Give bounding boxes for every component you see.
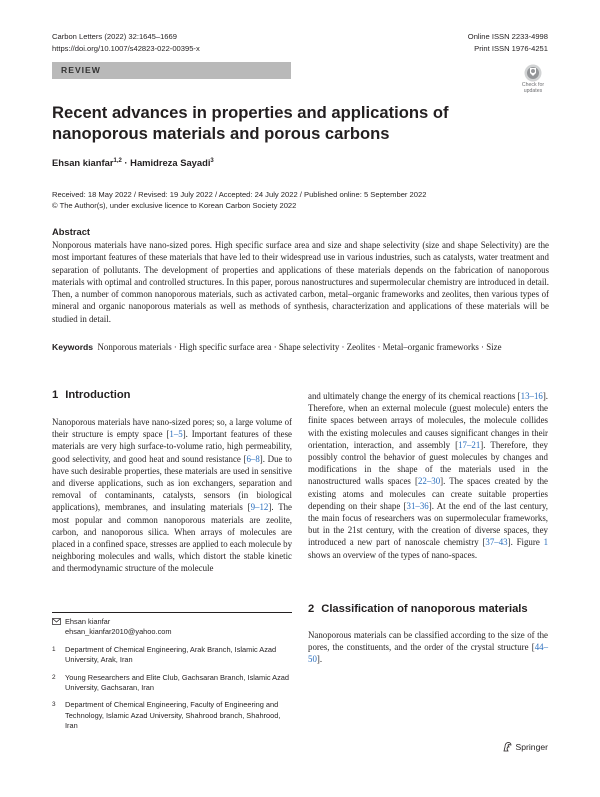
- body-text-run: ]. Therefore, when an external molecule (guest molecule) enters the finite spaces between arrays of molecules, the molecule collides with the existing molecules and causes significant changes in their orientation, interaction, and assembly [: [308, 391, 548, 450]
- article-title: Recent advances in properties and applications of nanoporous materials and porous carbons: [52, 103, 449, 143]
- doi-link[interactable]: https://doi.org/10.1007/s42823-022-00395-x: [52, 43, 200, 53]
- affiliation-text: Department of Chemical Engineering, Arak Branch, Islamic Azad University, Arak, Iran: [65, 644, 277, 665]
- body-text-run: ]. At the end of the last century, the main focus of researchers was on supermolecular frameworks, but in the 21st century, with the creation of diverse spaces, they introduced a new part of nanoscale chemistry [: [308, 500, 548, 548]
- article-type-bar: [52, 62, 291, 79]
- citation-link[interactable]: 1: [543, 537, 548, 548]
- section-number: 2: [308, 603, 315, 615]
- body-text-classification: [308, 629, 548, 666]
- running-header-left: [52, 31, 200, 54]
- body-text-run: ]. Important features of these materials are very high surface-to-volume ratio, high permeability, good selectivity, and good heat and sound resistance [: [52, 429, 292, 464]
- section-number: 1: [52, 389, 59, 401]
- author-name[interactable]: Hamidreza Sayadi: [130, 157, 211, 168]
- keywords-block: [52, 341, 549, 353]
- issn-online: Online ISSN 2233-4998: [467, 32, 548, 41]
- affiliation-note: [52, 700, 292, 731]
- citation-link[interactable]: 31–36: [406, 500, 429, 511]
- citation-link[interactable]: 13–16: [520, 391, 543, 401]
- abstract-text: Nonporous materials have nano-sized pores. High specific surface area and size and shape selectivity (size and shape Selectivity) are the most important features of these materials that have led to their widespread use in various industries, such as catalysts, water treatment and separation of pollutants. The development of properties and applications of these materials depends on the fabrication of nanoporous materials with optimal and controlled structures. In this paper, porous nanostructures and supermolecular chemistry are introduced in detail. Then, a number of common nanoporous materials, such as activated carbon, metal–organic frameworks and zeolites, then various types of mineral and organic nanoporous materials as well as methods of synthesis, characterization and applications of these materials will be studied in detail.: [52, 240, 549, 324]
- affiliation-note: [52, 645, 292, 666]
- corresponding-author: [52, 617, 292, 638]
- author-affiliation-marker: 3: [210, 157, 214, 164]
- contact-email[interactable]: ehsan_kianfar2010@yahoo.com: [65, 627, 172, 637]
- section-title: Classification of nanoporous materials: [321, 603, 528, 615]
- citation-link[interactable]: 1–5: [169, 429, 183, 440]
- author-name[interactable]: Ehsan kianfar: [52, 157, 114, 168]
- body-text-column-right: [308, 390, 548, 561]
- citation-link[interactable]: 44–50: [308, 642, 548, 665]
- affiliation-number: 3: [52, 701, 56, 709]
- crossmark-icon: [517, 64, 549, 82]
- citation-link[interactable]: 9–12: [250, 502, 269, 513]
- body-text-run: ]. Therefore, they possibly control the behavior of guest molecules by changes and modifications in the shape of the materials used in the nanostructured walls spaces [: [308, 439, 548, 487]
- running-header-right: [468, 31, 548, 54]
- section-title: Introduction: [65, 389, 131, 401]
- affiliation-text: Department of Chemical Engineering, Faculty of Engineering and Technology, Islamic Azad University, Shahrood branch, Shahrood, Iran: [65, 700, 281, 731]
- keywords-label: Keywords: [52, 342, 94, 352]
- issn-print: Print ISSN 1976-4251: [474, 43, 548, 53]
- keywords-text: Nonporous materials · High specific surface area · Shape selectivity · Zeolites · Metal–organic frameworks · Size: [97, 342, 502, 352]
- publication-history: [52, 189, 426, 212]
- article-type-label: REVIEW: [61, 65, 101, 75]
- check-for-updates-badge[interactable]: [517, 64, 549, 98]
- citation-link[interactable]: 37–43: [485, 537, 508, 548]
- body-text-run: ]. Due to have such desirable properties, these materials are used in sensitive and diverse applications, such as ion exchangers, separation and removal of contaminants, catalysts, sensors (in biological applications), membranes, and insulating materials [: [52, 453, 292, 513]
- author-list: [52, 157, 214, 168]
- body-text-run: and ultimately change the energy of its chemical reactions [: [308, 391, 521, 401]
- affiliation-text: Young Researchers and Elite Club, Gachsaran Branch, Islamic Azad University, Gachsaran, Iran: [65, 672, 290, 693]
- affiliation-number: 1: [52, 645, 56, 653]
- body-text-run: Nanoporous materials can be classified according to the size of the pores, the constituents, and the order of the crystal structure [: [308, 630, 548, 653]
- section-heading-classification: [308, 603, 528, 615]
- publisher-name: Springer: [515, 741, 548, 752]
- body-text-run: Nanoporous materials have nano-sized pores; so, a large volume of their structure is empty space [: [52, 417, 292, 440]
- citation-link[interactable]: 22–30: [417, 476, 441, 487]
- body-text-run: ]. The spaces created by the existing atoms and molecules can create suitable properties depending on their shape [: [308, 476, 548, 511]
- crossmark-label: Check for updates: [521, 82, 545, 94]
- publisher-logo: [502, 741, 548, 752]
- body-text-run: ]. The most popular and common nanoporous materials are zeolite, carbon, and nanoporous silica. When arrays of molecules are placed in a confined space, stresses are applied to each molecule by neighboring molecules and walls, which distort the stable kinetic and thermodynamic structure of the molecule: [52, 502, 293, 574]
- journal-citation: Carbon Letters (2022) 32:1645–1669: [52, 32, 177, 41]
- affiliation-note: [52, 673, 292, 694]
- author-separator: ·: [121, 157, 131, 168]
- citation-link[interactable]: 17–21: [458, 439, 481, 450]
- footnotes: [52, 612, 292, 732]
- history-dates: Received: 18 May 2022 / Revised: 19 July 2022 / Accepted: 24 July 2022 / Published online: 5 September 2022: [52, 190, 427, 199]
- abstract-heading: Abstract: [52, 226, 91, 237]
- springer-horse-icon: [502, 741, 513, 752]
- section-heading-introduction: [52, 389, 130, 401]
- copyright-line: © The Author(s), under exclusive licence to Korean Carbon Society 2022: [52, 201, 297, 211]
- citation-link[interactable]: 6–8: [246, 453, 260, 464]
- body-text-column-left: [52, 416, 292, 575]
- body-text-run: ]. Figure: [507, 537, 544, 548]
- body-text-run: ].: [316, 654, 323, 665]
- author-affiliation-marker: 1,2: [113, 157, 122, 164]
- affiliation-number: 2: [52, 673, 56, 681]
- contact-name: Ehsan kianfar: [65, 617, 111, 626]
- envelope-icon: [52, 618, 61, 625]
- body-text-run: shows an overview of the types of nano-spaces.: [308, 549, 478, 560]
